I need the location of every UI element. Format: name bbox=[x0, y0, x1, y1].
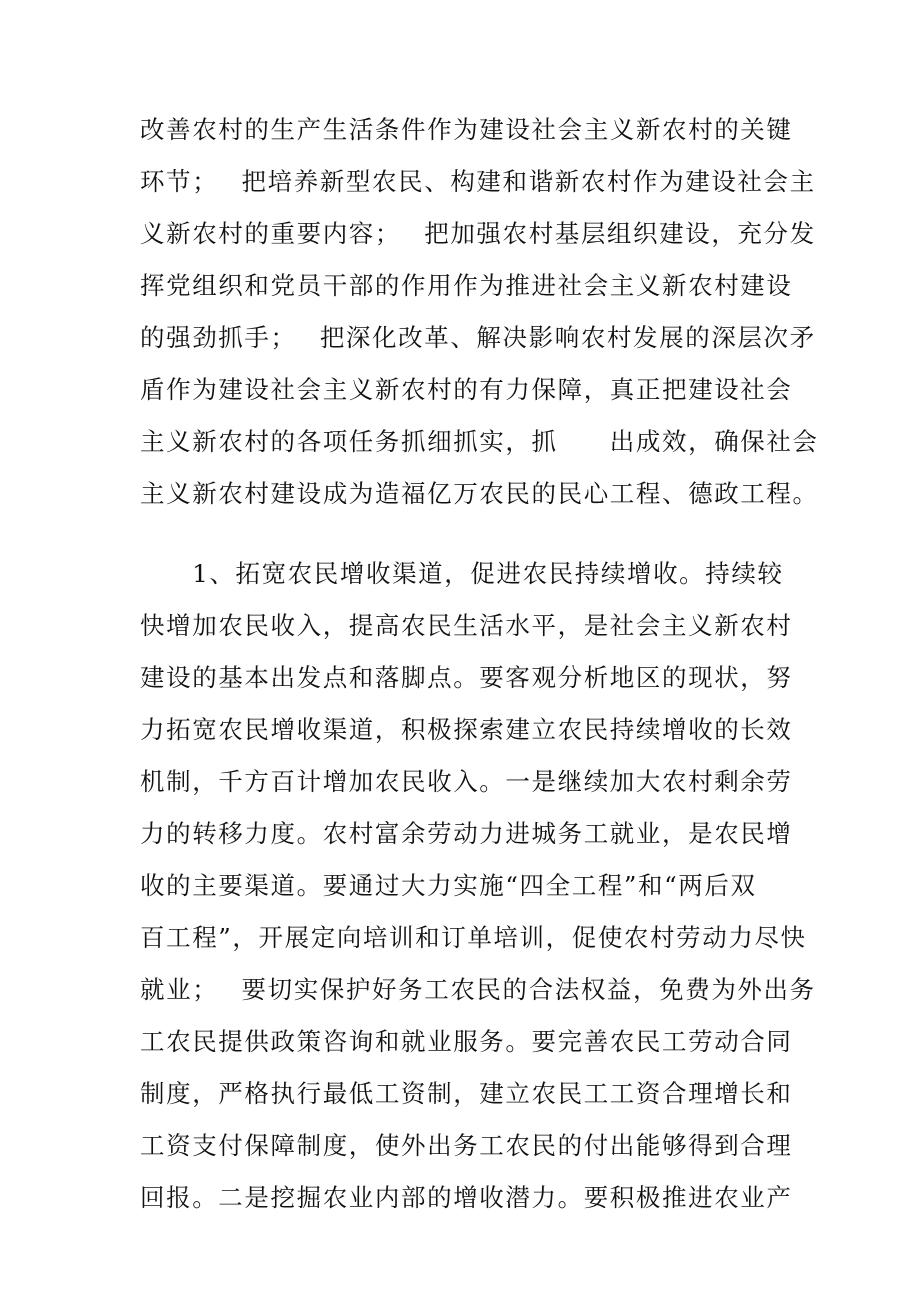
paragraph-rural-construction bbox=[140, 104, 819, 520]
text-line: 挥党组织和党员干部的作用作为推进社会主义新农村建设 bbox=[140, 271, 793, 300]
text-line: 就业； 要切实保护好务工农民的合法权益，免费为外出务 bbox=[140, 975, 816, 1004]
text-line: 力的转移力度。农村富余劳动力进城务工就业，是农民增 bbox=[140, 819, 793, 848]
text-line: 工农民提供政策咨询和就业服务。要完善农民工劳动合同 bbox=[140, 1027, 793, 1056]
text-line: 收的主要渠道。要通过大力实施“四全工程”和“两后双 bbox=[140, 871, 757, 900]
text-line: 义新农村的重要内容； 把加强农村基层组织建设，充分发 bbox=[140, 219, 816, 248]
paragraph-farmer-income bbox=[140, 548, 816, 1224]
text-line: 的强劲抓手； 把深化改革、解决影响农村发展的深层次矛 bbox=[140, 323, 816, 352]
text-line: 建设的基本出发点和落脚点。要客观分析地区的现状，努 bbox=[140, 663, 793, 692]
text-line: 1、拓宽农民增收渠道，促进农民持续增收。持续较 bbox=[140, 559, 784, 588]
text-line: 改善农村的生产生活条件作为建设社会主义新农村的关键 bbox=[140, 115, 793, 144]
text-line: 环节； 把培养新型农民、构建和谐新农村作为建设社会主 bbox=[140, 167, 816, 196]
text-line: 快增加农民收入，提高农民生活水平，是社会主义新农村 bbox=[140, 611, 793, 640]
text-line: 盾作为建设社会主义新农村的有力保障，真正把建设社会 bbox=[140, 375, 793, 404]
text-line: 机制，千方百计增加农民收入。一是继续加大农村剩余劳 bbox=[140, 767, 793, 796]
text-line: 主义新农村建设成为造福亿万农民的民心工程、德政工程。 bbox=[140, 479, 819, 508]
text-line: 百工程”，开展定向培训和订单培训，促使农村劳动力尽快 bbox=[140, 923, 807, 952]
text-line: 主义新农村的各项任务抓细抓实，抓 出成效，确保社会 bbox=[140, 427, 819, 456]
text-line: 力拓宽农民增收渠道，积极探索建立农民持续增收的长效 bbox=[140, 715, 793, 744]
text-line: 工资支付保障制度，使外出务工农民的付出能够得到合理 bbox=[140, 1131, 793, 1160]
text-line: 回报。二是挖掘农业内部的增收潜力。要积极推进农业产 bbox=[140, 1183, 793, 1212]
text-line: 制度，严格执行最低工资制，建立农民工工资合理增长和 bbox=[140, 1079, 793, 1108]
